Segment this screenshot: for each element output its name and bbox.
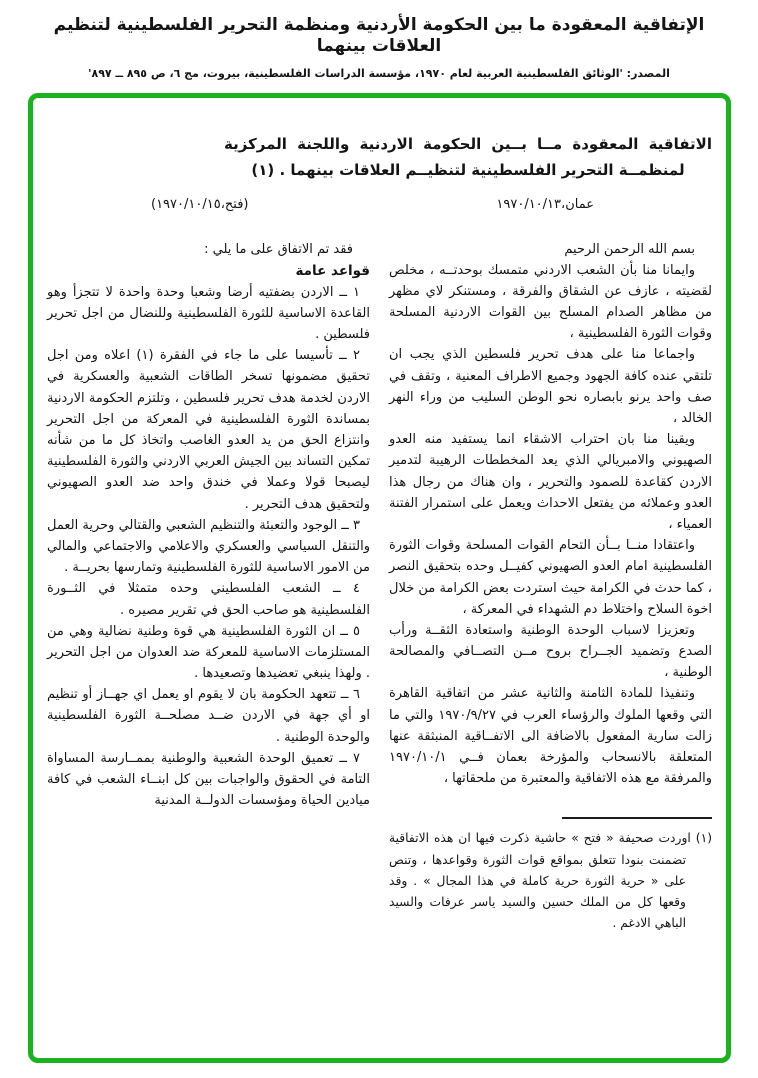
clause-4: ٤ ــ الشعب الفلسطيني وحده متمثلا في الثــورة الفلسطينية هو صاحب الحق في تقرير مصيره . <box>47 581 370 618</box>
preamble-paragraph: ويقينا منا بان احتراب الاشقاء انما يستفيد منه العدو الصهيوني والامبريالي الذي يعد المخططات الرهيبة لتدمير الاردن كقاعدة للصمود والتحرير ، وان هناك من رجال هذا العدو وعملائه من يفتعل الاحداث ويعمل على استمرار الفتنة العمياء ، <box>389 432 712 532</box>
source-citation: المصدر: 'الوثائق الفلسطينية العربية لعام ١٩٧٠، مؤسسة الدراسات الفلسطينية، بيروت، مج ٦، ص ٨٩٥ ــ ٨٩٧' <box>88 66 670 80</box>
basmala-line: بسم الله الرحمن الرحيم <box>564 241 695 257</box>
clauses-column <box>47 239 370 935</box>
preamble-column <box>389 239 712 935</box>
dateline-amman: عمان،١٩٧٠/١٠/١٣ <box>496 196 594 212</box>
page-title: الإتفاقية المعقودة ما بين الحكومة الأردنية ومنظمة التحرير الفلسطينية لتنظيم العلاقات بينهما <box>53 15 705 57</box>
preamble-paragraph: وايمانا منا بأن الشعب الاردني متمسك بوحدتــه ، مخلص لقضيته ، عازف عن الشقاق والفرقة ، ومستنكر لاي مظهر من مظاهر الصدام المسلح بين القوات الاردنية المسلحة وقوات الثورة الفلسطينية ، <box>389 262 712 342</box>
clause-6: ٦ ــ تتعهد الحكومة بان لا يقوم او يعمل اي جهــاز أو تنظيم او أي جهة في الاردن ضــد مصلحــة الثورة الفلسطينية والوحدة الوطنية . <box>47 687 370 745</box>
clause-2: ٢ ــ تأسيسا على ما جاء في الفقرة (١) اعلاه ومن اجل تحقيق مضمونها تسخر الطاقات الشعبية والعسكرية في الاردن لخدمة هدف تحرير فلسطين ، وتلتزم الحكومة الاردنية بمساندة الثورة الفلسطينية في المعركة من اجل التحرير وانتزاع الحق من يد العدو الغاصب واتخاذ كل ما من شأنه تمكين التساند بين الجيش العربي الاردني والثورة الفلسطينية ليصبحا قولا وعملا في خندق واحد ضد العدو الصهيوني ولتحقيق هدف التحرير . <box>47 348 370 512</box>
dateline <box>47 197 712 212</box>
footnote-text: (١) اوردت صحيفة « فتح » حاشية ذكرت فيها ان هذه الاتفاقية تضمنت بنودا تتعلق بمواقع قوات الثورة وقواعدها ، وتنص على « حرية الثورة حرية كاملة في هذا المجال » . وقد وقعها كل من الملك حسين والسيد ياسر عرفات والسيد الباهي الادغم . <box>389 831 712 930</box>
preamble-paragraph: واجماعا منا على هدف تحرير فلسطين الذي يجب ان تلتقي عنده كافة الجهود وجميع الاطراف المعنية ، وتقف في صف واحد يرنو بابصاره نحو الوطن السليب من وراء النهر الخالد ، <box>389 347 712 426</box>
green-border-frame <box>28 93 731 1063</box>
clause-7: ٧ ــ تعميق الوحدة الشعبية والوطنية بممــارسة المساواة التامة في الحقوق والواجبات بين كل ابنــاء الشعب في كافة ميادين الحياة ومؤسسات الدولــة المدنية <box>47 750 370 809</box>
preamble-paragraph: وتنفيذا للمادة الثامنة والثانية عشر من اتفاقية القاهرة التي وقعها الملوك والرؤساء العرب في ١٩٧٠/٩/٢٧ والتي ما زالت سارية المفعول بالاضافة الى الاتفــاقية المنبثقة عنها المتعلقة بالانسحاب والمؤرخة بعمان فــي ١٩٧٠/١٠/١ والمرفقة مع هذه الاتفاقية والمعتبرة من ملحقاتها ، <box>389 686 712 787</box>
clause-1: ١ ــ الاردن بضفتيه أرضا وشعبا وحدة واحدة لا تتجزأ وهو القاعدة الاساسية للثورة الفلسطينية وللنضال من اجل تحرير فلسطين . <box>47 284 370 343</box>
clause-5: ٥ ــ ان الثورة الفلسطينية هي قوة وطنية نضالية وهي من المستلزمات الاساسية للمعركة ضد العدوان من اجل التحرير . ولهذا ينبغي تعضيدها وتصعيدها . <box>47 623 370 682</box>
agreement-lead: فقد تم الاتفاق على ما يلي : <box>204 241 353 257</box>
clause-3: ٣ ــ الوجود والتعبئة والتنظيم الشعبي والقتالي وحرية العمل والتنقل السياسي والعسكري والاعلامي والاجتماعي والمالي من الامور الاساسية للثورة الفلسطينية وتمارسها بحريــة . <box>47 517 370 576</box>
preamble-paragraph: وتعزيزا لاسباب الوحدة الوطنية واستعادة الثقــة ورأب الصدع وتضميد الجــراح بروح مــن التصــافي والمصالحة الوطنية ، <box>389 622 712 681</box>
dateline-fatah: (فتح،١٩٧٠/١٠/١٥) <box>151 196 249 212</box>
general-rules-heading: قواعد عامة <box>295 262 370 279</box>
preamble-paragraph: واعتقادا منــا بــأن التحام القوات المسلحة وقوات الثورة الفلسطينية امام العدو الصهيوني كفيــل وحده بتحقيق النصر ، كما حدث في الكرامة حيث استردت بعض الكرامة من خلال اخوة السلاح واختلاط دم الشهداء في المعركة ، <box>389 538 712 617</box>
footnote-separator <box>562 817 712 819</box>
agreement-title: الاتفاقية المعقودة مــا بــين الحكومة الاردنية واللجنة المركزية لمنظمــة التحرير الفلسطينية لتنظيــم العلاقات بينهما . (١) <box>224 135 712 180</box>
two-column-body <box>47 239 712 935</box>
